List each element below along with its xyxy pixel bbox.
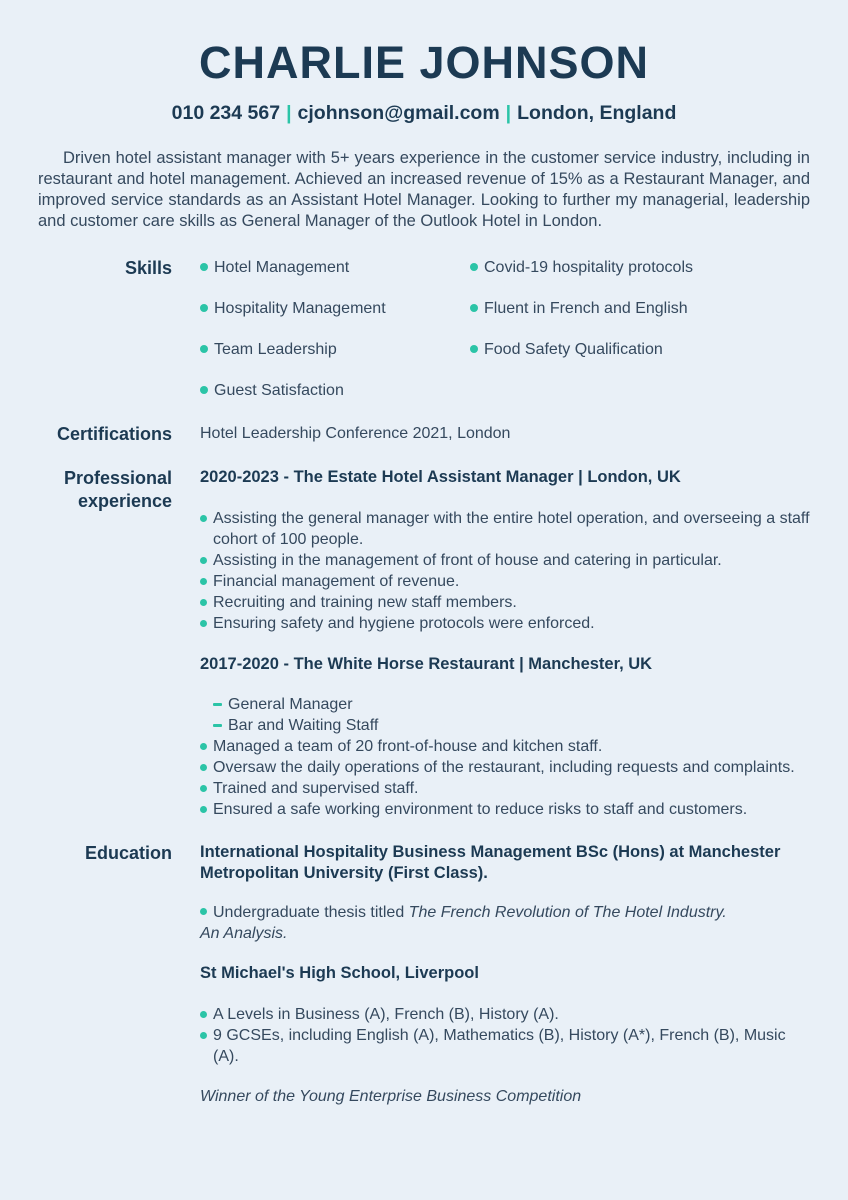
bullet-icon	[200, 764, 207, 771]
experience-bullet	[200, 799, 810, 820]
skills-column-1	[200, 257, 470, 401]
role-text: General Manager	[228, 696, 353, 713]
skills-label: Skills	[124, 258, 172, 278]
role-item	[213, 715, 810, 736]
bullet-icon	[200, 515, 207, 522]
bullet-text: Trained and supervised staff.	[213, 780, 419, 797]
experience-bullet	[200, 571, 810, 592]
skill-label: Hospitality Management	[214, 300, 386, 317]
experience-bullet	[200, 778, 810, 799]
job-roles-list	[200, 694, 810, 736]
job-bullet-list	[200, 736, 810, 820]
bullet-text: Assisting the general manager with the entire hotel operation, and overseeing a staff cohort of 100 people.	[213, 510, 810, 548]
bullet-icon	[470, 304, 478, 312]
skill-label: Fluent in French and English	[484, 300, 688, 317]
thesis-title: The French Revolution of The Hotel Industry.	[408, 904, 727, 921]
email-text: cjohnson@gmail.com	[297, 102, 500, 124]
experience-bullet	[200, 613, 810, 634]
bullet-icon	[200, 1011, 207, 1018]
bullet-text: 9 GCSEs, including English (A), Mathematics (B), History (A*), French (B), Music (A).	[213, 1027, 786, 1065]
skill-item	[200, 380, 470, 401]
bullet-text: Ensuring safety and hygiene protocols were enforced.	[213, 615, 595, 632]
skill-item	[470, 257, 693, 278]
certifications-text: Hotel Leadership Conference 2021, London	[200, 425, 511, 442]
experience-bullet	[200, 736, 810, 757]
bullet-icon	[200, 304, 208, 312]
bullet-icon	[200, 1032, 207, 1039]
role-item	[213, 694, 810, 715]
bullet-icon	[470, 263, 478, 271]
skill-item	[200, 298, 470, 319]
education-bullet	[200, 1004, 810, 1025]
skills-section	[0, 257, 848, 401]
experience-bullet	[200, 757, 810, 778]
skill-item	[200, 257, 470, 278]
bullet-icon	[200, 557, 207, 564]
education-bullet-list	[200, 1004, 810, 1067]
bullet-icon	[200, 345, 208, 353]
skill-label: Food Safety Qualification	[484, 341, 663, 358]
bullet-icon	[200, 806, 207, 813]
thesis-prefix: Undergraduate thesis titled	[213, 904, 409, 921]
separator-icon: |	[505, 102, 512, 124]
skill-label: Hotel Management	[214, 259, 350, 276]
skill-label: Covid-19 hospitality protocols	[484, 259, 693, 276]
bullet-icon	[200, 620, 207, 627]
education-bullet	[200, 1025, 810, 1067]
bullet-icon	[200, 743, 207, 750]
skill-item	[470, 339, 693, 360]
dash-icon	[213, 703, 222, 706]
award-text: Winner of the Young Enterprise Business Competition	[200, 1088, 582, 1105]
bullet-text: Financial management of revenue.	[213, 573, 460, 590]
job-bullet-list	[200, 508, 810, 634]
thesis-title-continued: An Analysis.	[200, 925, 288, 942]
education-label: Education	[84, 843, 172, 863]
bullet-icon	[200, 263, 208, 271]
contact-line	[0, 102, 848, 125]
experience-bullet	[200, 592, 810, 613]
bullet-icon	[200, 386, 208, 394]
thesis-item	[200, 902, 810, 944]
experience-content	[200, 467, 810, 820]
bullet-text: Oversaw the daily operations of the restaurant, including requests and complaints.	[213, 759, 795, 776]
page-title: CHARLIE JOHNSON	[198, 37, 650, 88]
school-title: St Michael's High School, Liverpool	[200, 964, 479, 982]
bullet-icon	[200, 785, 207, 792]
experience-label: Professional experience	[63, 468, 172, 511]
skills-column-2	[470, 257, 693, 401]
skill-item	[200, 339, 470, 360]
bullet-text: Assisting in the management of front of house and catering in particular.	[213, 552, 722, 569]
certifications-section	[0, 423, 848, 446]
job-title: 2020-2023 - The Estate Hotel Assistant Manager | London, UK	[200, 468, 681, 486]
bullet-icon	[470, 345, 478, 353]
skill-label: Team Leadership	[214, 341, 337, 358]
bullet-text: Managed a team of 20 front-of-house and kitchen staff.	[213, 738, 603, 755]
certifications-label: Certifications	[56, 424, 172, 444]
role-text: Bar and Waiting Staff	[228, 717, 379, 734]
experience-section	[0, 467, 848, 820]
bullet-text: Ensured a safe working environment to reduce risks to staff and customers.	[213, 801, 748, 818]
education-content	[200, 842, 810, 1107]
bullet-icon	[200, 599, 207, 606]
skill-label: Guest Satisfaction	[214, 382, 344, 399]
location-text: London, England	[517, 102, 677, 124]
degree-title: International Hospitality Business Management BSc (Hons) at Manchester Metropolitan University (First Class).	[200, 843, 781, 882]
education-section	[0, 842, 848, 1107]
summary-paragraph: Driven hotel assistant manager with 5+ years experience in the customer service industry, including in restaurant and hotel management. Achieved an increased revenue of 15% as a Restaurant Manager, and improved service standards as an Assistant Hotel Manager. Looking to further my managerial, leadership and customer care skills as General Manager of the Outlook Hotel in London.	[38, 149, 810, 230]
bullet-icon	[200, 578, 207, 585]
experience-bullet	[200, 508, 810, 550]
bullet-text: A Levels in Business (A), French (B), History (A).	[213, 1006, 559, 1023]
phone-text: 010 234 567	[171, 102, 281, 124]
bullet-text: Recruiting and training new staff members.	[213, 594, 517, 611]
skills-content	[200, 257, 810, 401]
bullet-icon	[200, 908, 207, 915]
job-title: 2017-2020 - The White Horse Restaurant | Manchester, UK	[200, 655, 653, 673]
separator-icon: |	[286, 102, 292, 124]
skill-item	[470, 298, 693, 319]
experience-bullet	[200, 550, 810, 571]
dash-icon	[213, 724, 222, 727]
